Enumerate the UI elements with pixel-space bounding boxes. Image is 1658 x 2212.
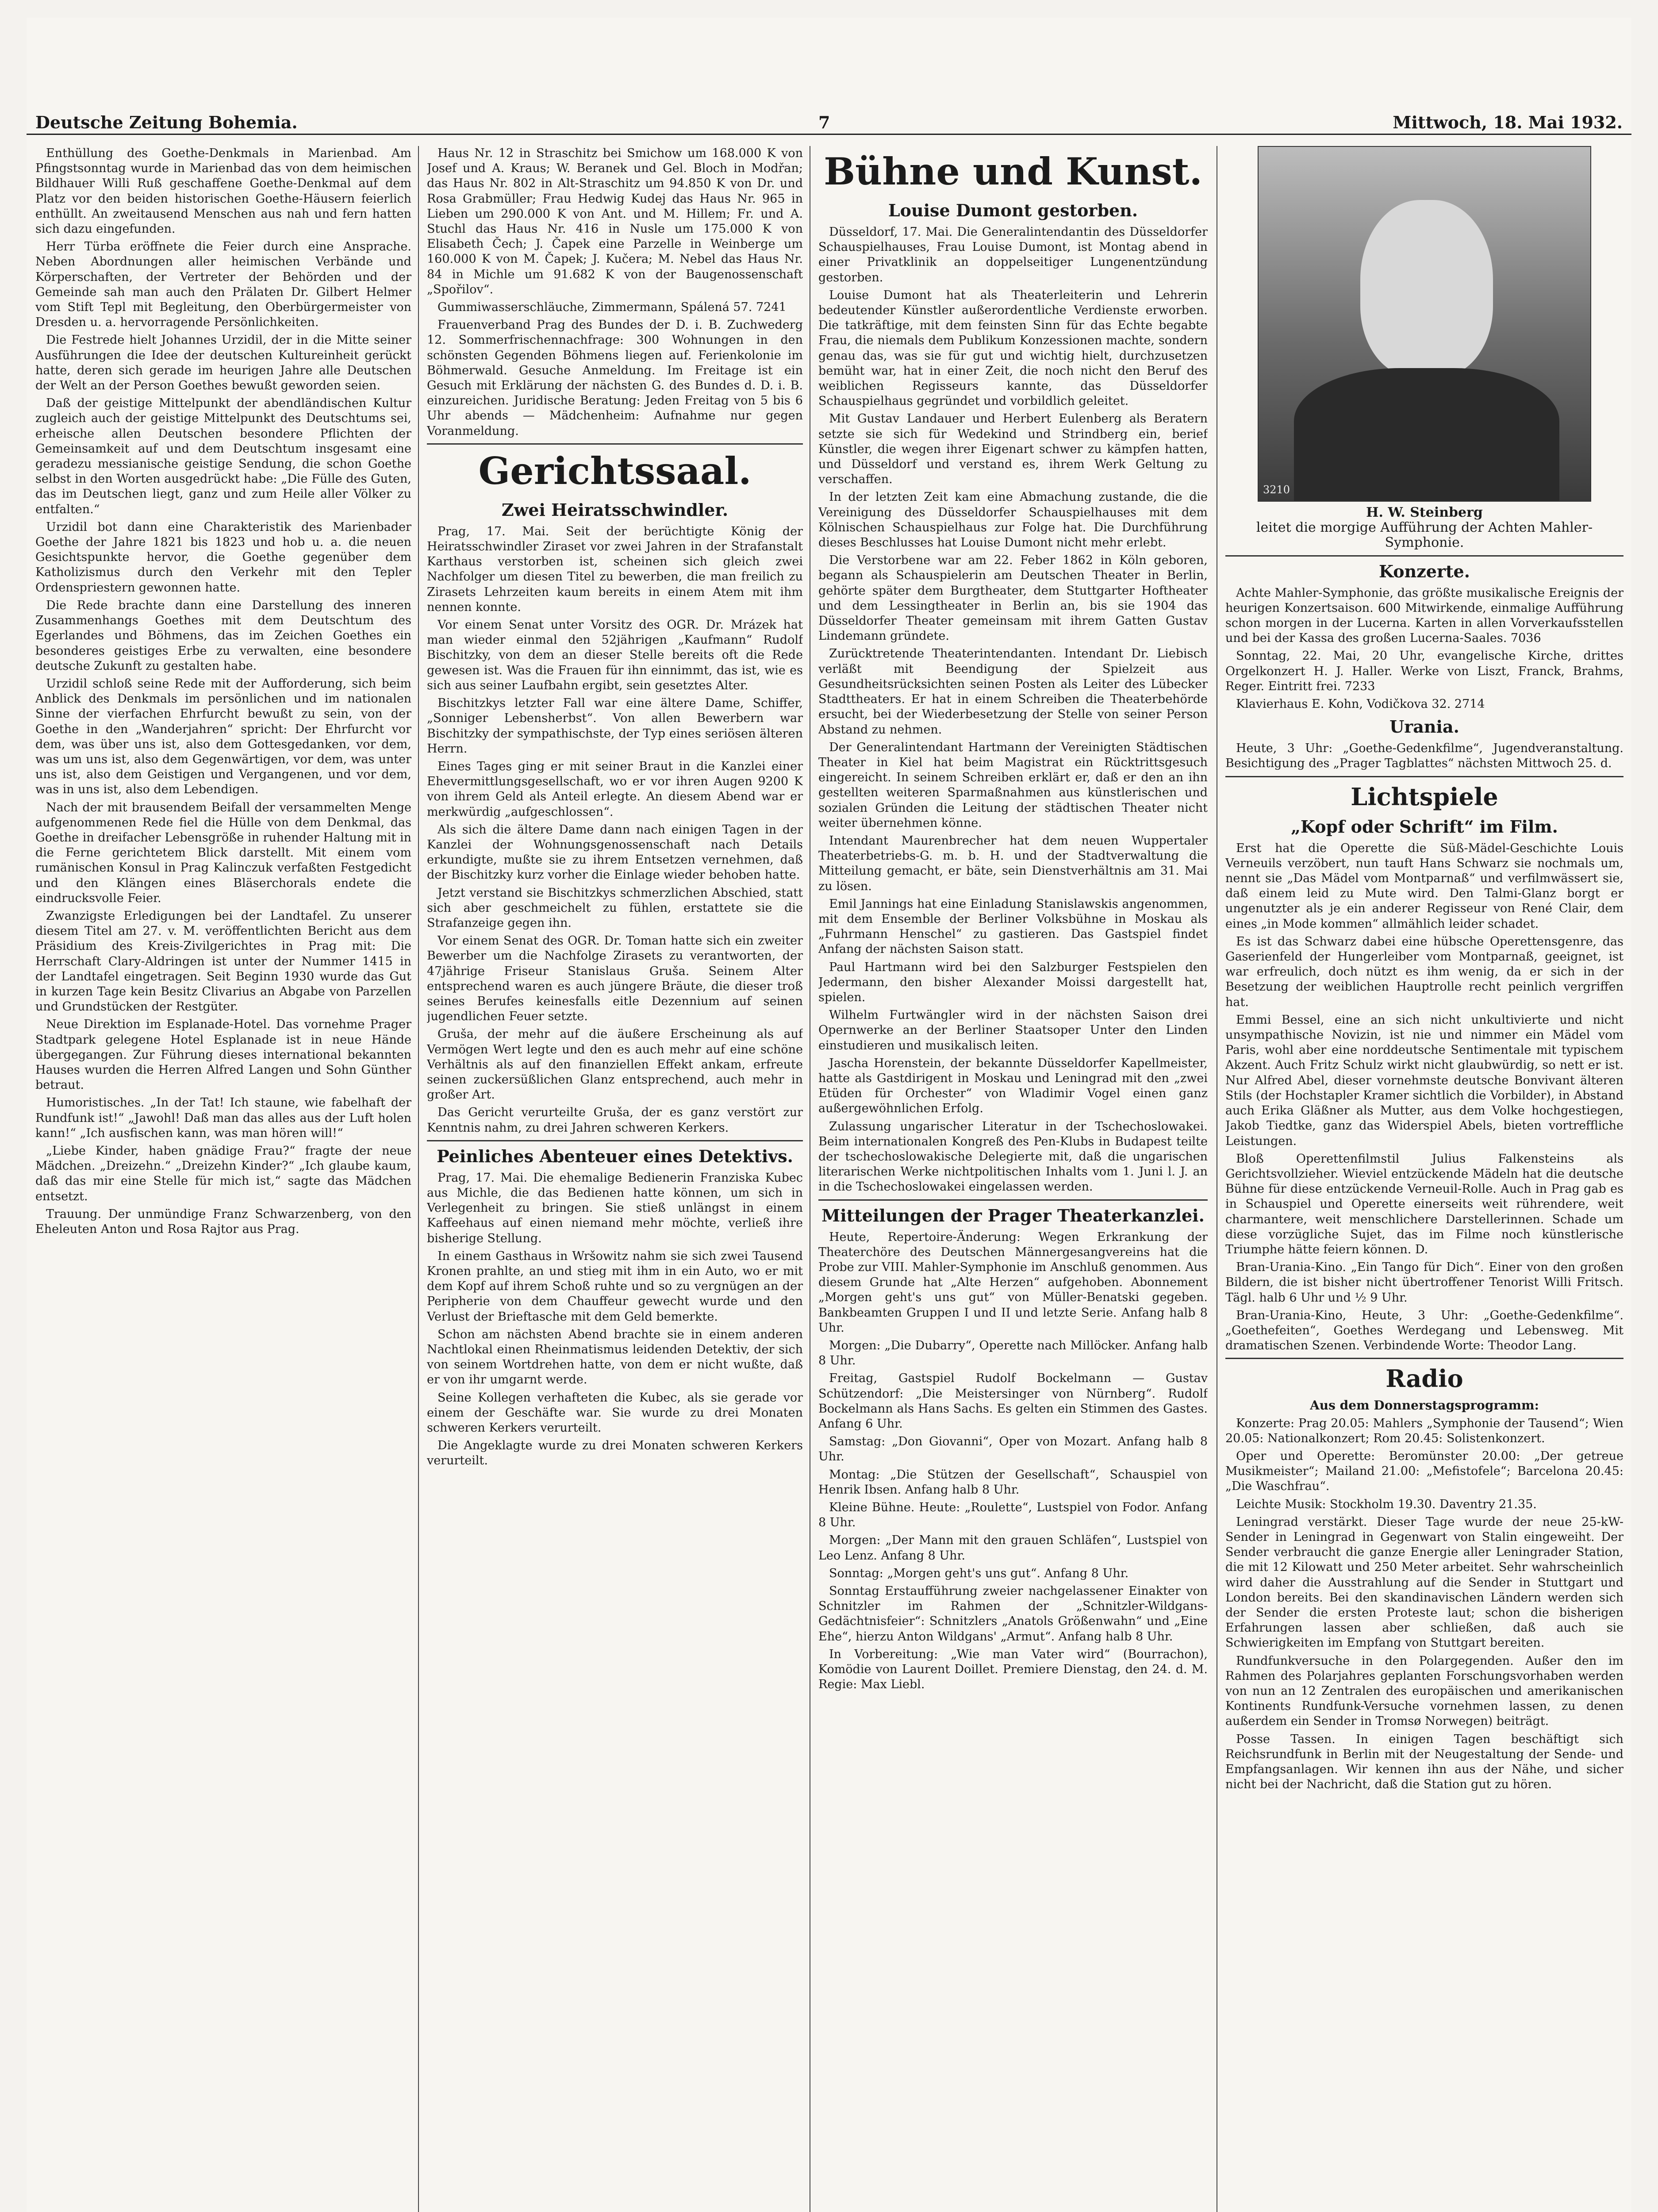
article-paragraph: Prag, 17. Mai. Die ehemalige Bedienerin Franziska Kubec aus Michle, die das Bedienen hatte können, um sich in Verlegenheit zu bringen. Sie stieß unlängst in einem Kaffeehaus auf einen niemand mehr möchte, verließ ihre bisherige Stellung. bbox=[427, 1171, 803, 1245]
article-paragraph: Herr Türba eröffnete die Feier durch eine Ansprache. Neben Abordnungen aller heimischen Verbände und Körperschaften, der Vertreter der Behörden und der Gemeinde sah man auch den Prälaten Dr. Gilbert Helmer vom Stift Tepl mit Begleitung, den Oberbürgermeister von Dresden u. a. hervorragende Persönlichkeiten. bbox=[35, 240, 411, 330]
article-paragraph: Seine Kollegen verhafteten die Kubec, als sie gerade vor einem der Geschäfte war. Sie wurde zu drei Monaten schweren Kerkers verurteilt. bbox=[427, 1390, 803, 1435]
urania-notices bbox=[1225, 741, 1623, 771]
photo-caption-name: H. W. Steinberg bbox=[1366, 505, 1483, 520]
article-paragraph: Der Generalintendant Hartmann der Vereinigten Städtischen Theater in Kiel hat beim Magistrat ein Rücktrittsgesuch eingereicht. In seinem Schreiben erklärt er, daß er den an ihn gestellten weiteren Sparmaßnahmen aus künstlerischen und sozialen Gründen die Leitung der städtischen Theater nicht weiter übernehmen könne. bbox=[818, 740, 1208, 830]
article-paragraph: Jascha Horenstein, der bekannte Düsseldorfer Kapellmeister, hatte als Gastdirigent in Moskau und Leningrad mit den „zwei Etüden für Orchester“ von Wladimir Vogel einen ganz außergewöhnlichen Erfolg. bbox=[818, 1056, 1208, 1116]
article-paragraph: Vor einem Senat unter Vorsitz des OGR. Dr. Mrázek hat man wieder einmal den 52jährigen „Kaufmann“ Rudolf Bischitzky, von dem an dieser Stelle bereits oft die Rede gewesen ist. Was die Frauen für ihn einnimmt, das ist, wie es sich aus seiner Laufbahn ergibt, sein gesetztes Alter. bbox=[427, 618, 803, 692]
header-date: Mittwoch, 18. Mai 1932. bbox=[1393, 112, 1623, 132]
article-paragraph: Samstag: „Don Giovanni“, Oper von Mozart. Anfang halb 8 Uhr. bbox=[818, 1435, 1208, 1464]
article-paragraph: Bischitzkys letzter Fall war eine ältere Dame, Schiffer, „Sonniger Lebensherbst“. Von allen Bewerbern war Bischitzky der sympathischste, der Typ eines seriösen älteren Herrn. bbox=[427, 696, 803, 756]
section-title-lichtspiele: Lichtspiele bbox=[1351, 782, 1498, 811]
article-paragraph: Prag, 17. Mai. Seit der berüchtigte König der Heiratsschwindler Ziraset vor zwei Jahren in der Strafanstalt Karthaus verstorben ist, scheinen sich gleich zwei Nachfolger um diesen Titel zu bewerben, die man freilich zu Zirasets Lehrzeiten kaum bereits in einem Atem mit ihm nennen konnte. bbox=[427, 524, 803, 614]
section-divider bbox=[1225, 776, 1623, 777]
newspaper-page bbox=[27, 18, 1631, 2212]
article-paragraph: Kleine Bühne. Heute: „Roulette“, Lustspiel von Fodor. Anfang 8 Uhr. bbox=[818, 1501, 1208, 1530]
article-title-dumont: Louise Dumont gestorben. bbox=[888, 200, 1138, 220]
concerts-notices bbox=[1225, 586, 1623, 712]
section-title-radio: Radio bbox=[1386, 1364, 1463, 1393]
column-divider bbox=[418, 146, 419, 2212]
notice-paragraph: Klavierhaus E. Kohn, Vodičkova 32. 2714 bbox=[1236, 697, 1485, 711]
column-3 bbox=[818, 146, 1208, 2212]
article-paragraph: Jetzt verstand sie Bischitzkys schmerzlichen Abschied, statt sich aber geschmeichelt zu fühlen, erstattete sie die Strafanzeige gegen ihn. bbox=[427, 886, 803, 930]
notice-paragraph: Haus Nr. 12 in Straschitz bei Smichow um 168.000 K von Josef und A. Kraus; W. Beranek und Gel. Bloch in Modřan; das Haus Nr. 802 in Alt-Straschitz um 94.850 K von Dr. und Rosa Grabmüller; Frau Hedwig Kudej das Haus Nr. 965 in Lieben um 290.000 K von Ant. und M. Hillem; Fr. und A. Stuchl das Haus Nr. 416 in Nusle um 175.000 K von Elisabeth Čech; J. Čapek eine Parzelle in Weinberge um 160.000 K von M. Čapek; J. Kučera; M. Nebel das Haus Nr. 84 in Michle um 91.682 K von der Baugenossenschaft „Spořilov“. bbox=[427, 146, 803, 296]
article-paragraph: Gruša, der mehr auf die äußere Erscheinung als auf Vermögen Wert legte und den es auch mehr auf eine schöne Verhältnis als auf den finanziellen Effekt ankam, erfreute seinen zuckersüßlichen Glanz entsprechend, auch mehr in großer Art. bbox=[427, 1027, 803, 1102]
notice-paragraph: Leningrad verstärkt. Dieser Tage wurde der neue 25-kW-Sender in Leningrad in Gegenwart von Stalin eingeweiht. Der Sender verbraucht die ganze Energie aller Leningrader Station, die mit 12 Kilowatt und 250 Meter arbeitet. Sehr wahrscheinlich wird daher die Ausstrahlung auf die Sender in Stuttgart und London bereits. Bei den skandinavischen Ländern werden sich der Sender die ersten Proteste laut; schon die bisherigen Erfahrungen lassen aber schließen, daß auch sie Schwierigkeiten im Empfang von Stuttgart bereiten. bbox=[1225, 1515, 1623, 1650]
article-paragraph: Das Gericht verurteilte Gruša, der es ganz verstört zur Kenntnis nahm, zu drei Jahren schweren Kerkers. bbox=[427, 1106, 803, 1135]
photo-number: 3210 bbox=[1263, 483, 1290, 496]
article-paragraph: Emil Jannings hat eine Einladung Stanislawskis angenommen, mit dem Ensemble der Berliner Volksbühne in Moskau als „Fuhrmann Henschel“ zu gastieren. Das Gastspiel findet Anfang der nächsten Saison statt. bbox=[818, 897, 1208, 956]
article-paragraph: In der letzten Zeit kam eine Abmachung zustande, die die Vereinigung des Düsseldorfer Schauspielhauses mit dem Kölnischen Schauspielhaus zur Folge hat. Die Durchführung dieses Beschlusses hat Louise Dumont nicht mehr erlebt. bbox=[818, 490, 1208, 550]
article-paragraph: Schon am nächsten Abend brachte sie in einem anderen Nachtlokal einen Rheinmatismus leidenden Detektiv, der sich von seinem Wortdrehen hatte, von dem er nicht wußte, daß er von ihr umgarnt werde. bbox=[427, 1327, 803, 1387]
article-paragraph: Montag: „Die Stützen der Gesellschaft“, Schauspiel von Henrik Ibsen. Anfang halb 8 Uhr. bbox=[818, 1467, 1208, 1497]
article-paragraph: „Liebe Kinder, haben gnädige Frau?“ fragte der neue Mädchen. „Dreizehn.“ „Dreizehn Kinder?“ „Ich glaube kaum, daß das mir eine Stelle für mich ist,“ sagte das Mädchen entsetzt. bbox=[35, 1144, 411, 1203]
column-2-notices bbox=[427, 146, 803, 439]
section-title-buehne-und-kunst: Bühne und Kunst. bbox=[824, 150, 1202, 193]
article-paragraph: Die Festrede hielt Johannes Urzidil, der in die Mitte seiner Ausführungen die Idee der deutschen Kultureinheit gerückt hatte, deren sich gerade im heurigen Jahre alle Deutschen der Welt an der Person Goethes bewußt geworden seien. bbox=[35, 333, 411, 393]
column-4 bbox=[1225, 146, 1623, 2212]
article-paragraph: Die Verstorbene war am 22. Feber 1862 in Köln geboren, begann als Schauspielerin am Deutschen Theater in Berlin, gehörte später dem Burgtheater, dem Stuttgarter Hoftheater und dem Lessingtheater in Berlin an, bis sie 1904 das Düsseldorfer Theater gemeinsam mit ihrem Gatten Gustav Lindemann gründete. bbox=[818, 553, 1208, 643]
article-paragraph: Erst hat die Operette die Süß-Mädel-Geschichte Louis Verneuils verzöbert, nun tauft Hans Schwarz sie nochmals um, nennt sie „Das Mädel vom Montparnaß“ und verfilmwässert sie, daß einem leid zu Mute wird. Den Talmi-Glanz borgt er ungenutzter als je ein anderer Regisseur von René Clair, dem eines „in Mode kommen“ allmählich leider schadet. bbox=[1225, 841, 1623, 931]
article-paragraph: Neue Direktion im Esplanade-Hotel. Das vornehme Prager Stadtpark gelegene Hotel Esplanade ist in neue Hände übergegangen. Zur Führung dieses international bekannten Hauses wurden die Herren Alfred Langen und Sohn Günther betraut. bbox=[35, 1018, 411, 1092]
section-divider bbox=[427, 443, 803, 445]
article-paragraph: Zwanzigste Erledigungen bei der Landtafel. Zu unserer diesem Titel am 27. v. M. veröffentlichten Bericht aus dem Präsidium des Kreis-Zivilgerichtes in Prag mit: Die Herrschaft Clary-Aldringen ist unter der Nummer 1415 in der Landtafel eingetragen. Seit Beginn 1930 wurde das Gut in kurzen Tage kein Besitz Clivarius an Abgabe von Parzellen und Grundstücken der Restgüter. bbox=[35, 909, 411, 1014]
article-title-film: „Kopf oder Schrift“ im Film. bbox=[1291, 816, 1558, 837]
article-film bbox=[1225, 841, 1623, 1354]
article-dumont bbox=[818, 225, 1208, 1195]
section-divider bbox=[1225, 1358, 1623, 1359]
article-paragraph: In Vorbereitung: „Wie man Vater wird“ (Bourrachon), Komödie von Laurent Doillet. Premiere Dienstag, den 24. d. M. Regie: Max Liebl. bbox=[818, 1647, 1208, 1692]
header-page-number: 7 bbox=[818, 112, 830, 132]
article-paragraph: Bran-Urania-Kino. „Ein Tango für Dich“. Einer von den großen Bildern, die ist bisher nicht übertroffener Tenorist Willi Fritsch. Tägl. halb 6 Uhr und ½ 9 Uhr. bbox=[1225, 1260, 1623, 1305]
article-paragraph: Paul Hartmann wird bei den Salzburger Festspielen den Jedermann, den bisher Alexander Moissi dargestellt hat, spielen. bbox=[818, 960, 1208, 1004]
article-paragraph: Freitag, Gastspiel Rudolf Bockelmann — Gustav Schützendorf: „Die Meistersinger von Nürnberg“. Rudolf Bockelmann als Hans Sachs. Es gelten ein Stimmen des Gastes. Anfang 6 Uhr. bbox=[818, 1371, 1208, 1431]
article-paragraph: Zulassung ungarischer Literatur in der Tschechoslowakei. Beim internationalen Kongreß des Pen-Klubs in Budapest teilte der tschechoslowakische Delegierte mit, daß die ungarischen literarischen Werke nichtpolitischen Inhalts vom 1. Juni l. J. an in die Tschechoslowakei eingelassen werden. bbox=[818, 1119, 1208, 1194]
article-paragraph: Enthüllung des Goethe-Denkmals in Marienbad. Am Pfingstsonntag wurde in Marienbad das von dem heimischen Bildhauer Willi Ruß geschaffene Goethe-Denkmal auf dem Platz vor den beiden historischen Goethe-Häusern feierlich enthüllt. An zweitausend Menschen aus nah und fern hatten sich dazu eingefunden. bbox=[35, 146, 411, 236]
section-title-urania: Urania. bbox=[1389, 717, 1459, 737]
section-divider bbox=[1225, 555, 1623, 557]
column-2 bbox=[427, 146, 803, 2212]
article-paragraph: Morgen: „Die Dubarry“, Operette nach Millöcker. Anfang halb 8 Uhr. bbox=[818, 1339, 1208, 1368]
notice-paragraph: Leichte Musik: Stockholm 19.30. Daventry 21.35. bbox=[1236, 1497, 1537, 1511]
column-1 bbox=[35, 146, 411, 2212]
portrait-coat bbox=[1294, 368, 1559, 501]
article-paragraph: Morgen: „Der Mann mit den grauen Schläfen“, Lustspiel von Leo Lenz. Anfang 8 Uhr. bbox=[818, 1533, 1208, 1563]
article-theaterkanzlei bbox=[818, 1230, 1208, 1693]
article-title-theaterkanzlei: Mitteilungen der Prager Theaterkanzlei. bbox=[821, 1205, 1205, 1225]
section-title-gerichtssaal: Gerichtssaal. bbox=[478, 449, 752, 493]
radio-subtitle: Aus dem Donnerstagsprogramm: bbox=[1310, 1398, 1539, 1413]
article-paragraph: Urzidil bot dann eine Charakteristik des Marienbader Goethe der Jahre 1821 bis 1823 und hob u. a. die neuen Gesichtspunkte hervor, die Goethe gegenüber dem Katholizismus durch den Verkehr mit den Tepler Ordenspriestern gewonnen hatte. bbox=[35, 520, 411, 595]
article-paragraph: Humoristisches. „In der Tat! Ich staune, wie fabelhaft der Rundfunk ist!“ „Jawohl! Daß man das alles aus der Luft holen kann!“ „Ich ausfischen kann, was man hören will!“ bbox=[35, 1096, 411, 1140]
article-heiratsschwindler bbox=[427, 524, 803, 1136]
article-paragraph: Emmi Bessel, eine an sich nicht unkultivierte und nicht unsympathische Novizin, ist nie und nimmer ein Mädel vom Paris, wohl aber eine norddeutsche Sentimentale mit typischem Akzent. Auch Fritz Schulz wirkt nicht glaubwürdig, so nett er ist. Nur Alfred Abel, dieser vornehmste deutsche Bonvivant älteren Stils (der Hochstapler Kramer sichtlich die Vorbilder), in Abstand auch Erika Gläßner als Mutter, aus dem Volke hochgestiegen, Jakob Tiedtke, ganz das Widerspiel Abels, bieten vortreffliche Leistungen. bbox=[1225, 1013, 1623, 1148]
article-divider bbox=[818, 1199, 1208, 1201]
page-header bbox=[27, 111, 1631, 135]
article-paragraph: Intendant Maurenbrecher hat dem neuen Wuppertaler Theaterbetriebs-G. m. b. H. und der Stadtverwaltung die Mitteilung gemacht, er bäte, sein Dienstverhältnis am 31. Mai zu lösen. bbox=[818, 833, 1208, 893]
section-title-konzerte: Konzerte. bbox=[1379, 561, 1470, 581]
article-paragraph: Wilhelm Furtwängler wird in der nächsten Saison drei Opernwerke an der Berliner Staatsoper Unter den Linden einstudieren und musikalisch leiten. bbox=[818, 1008, 1208, 1052]
article-paragraph: Sonntag Erstaufführung zweier nachgelassener Einakter von Schnitzler im Rahmen der „Schnitzler-Wildgans-Gedächtnisfeier“: Schnitzlers „Anatols Größenwahn“ und „Eine Ehe“, hierzu Anton Wildgans' „Armut“. Anfang halb 8 Uhr. bbox=[818, 1584, 1208, 1644]
notice-paragraph: Gummiwasserschläuche, Zimmermann, Spálená 57. 7241 bbox=[438, 300, 787, 315]
article-title-detektiv: Peinliches Abenteuer eines Detektivs. bbox=[437, 1146, 793, 1166]
article-title-heiratsschwindler: Zwei Heiratsschwindler. bbox=[501, 499, 729, 520]
notice-paragraph: Konzerte: Prag 20.05: Mahlers „Symphonie der Tausend“; Wien 20.05: Nationalkonzert; Rom 20.45: Solistenkonzert. bbox=[1225, 1416, 1623, 1445]
article-paragraph: Sonntag: „Morgen geht's uns gut“. Anfang 8 Uhr. bbox=[829, 1566, 1129, 1580]
portrait-face bbox=[1360, 200, 1493, 377]
notice-paragraph: Heute, 3 Uhr: „Goethe-Gedenkfilme“, Jugendveranstaltung. Besichtigung des „Prager Tagblattes“ nächsten Mittwoch 25. d. bbox=[1225, 741, 1623, 771]
article-divider bbox=[427, 1140, 803, 1141]
article-paragraph: Die Angeklagte wurde zu drei Monaten schweren Kerkers verurteilt. bbox=[427, 1439, 803, 1468]
article-paragraph: In einem Gasthaus in Wršowitz nahm sie sich zwei Tausend Kronen prahlte, an und stieg mit ihm in ein Auto, wo er mit dem Kopf auf ihrem Schoß ruhte und so zu vergnügen an der Peripherie von dem Chauffeur gewecht wurde und den Verlust der Brieftasche mit dem Geld bemerkte. bbox=[427, 1249, 803, 1324]
photo-caption-text: leitet die morgige Aufführung der Achten Mahler-Symphonie. bbox=[1256, 520, 1593, 551]
article-paragraph: Mit Gustav Landauer und Herbert Eulenberg als Beratern setzte sie sich für Wedekind und Strindberg ein, berief Künstler, die wegen ihrer Eigenart schwer zu kämpfen hatten, und Düsseldorf und verstand es, ihrem Werk Geltung zu verschaffen. bbox=[818, 412, 1208, 487]
article-paragraph: Bloß Operettenfilmstil Julius Falkensteins als Gerichtsvollzieher. Wieviel entzückende Mädeln hat die deutsche Bühne für diese entzückende Verneuil-Rolle. Auch in Prag gab es in Schauspiel und Operette einerseits weit rührendere, weit charmantere, weit menschlichere Darstellerinnen. Schade um diese vorzügliche Sujet, das im Filme noch künstlerische Triumphe hätte feiern können. D. bbox=[1225, 1152, 1623, 1256]
article-detektiv bbox=[427, 1171, 803, 1469]
article-paragraph: Die Rede brachte dann eine Darstellung des inneren Zusammenhangs Goethes mit dem Deutschtum des Egerlandes und Böhmens, das im Zeichen Goethes ein besonderes geistiges Erbe zu verwalten, eine besondere deutsche Zukunft zu gestalten habe. bbox=[35, 598, 411, 673]
article-paragraph: Düsseldorf, 17. Mai. Die Generalintendantin des Düsseldorfer Schauspielhauses, Frau Louise Dumont, ist Montag abend in einer Privatklinik an doppelseitiger Lungenentzündung gestorben. bbox=[818, 225, 1208, 284]
notice-paragraph: Frauenverband Prag des Bundes der D. i. B. Zuchwederg 12. Sommerfrischennachfrage: 300 Wohnungen in den schönsten Gegenden Böhmens liegen auf. Ferienkolonie im Böhmerwald. Gesuche Anmeldung. Im Freitage ist ein Gesuch mit Erklärung der nächsten G. des Bundes d. D. i. B. einzureichen. Juridische Beratung: Jeden Freitag von 5 bis 6 Uhr abends — Mädchenheim: Aufnahme nur gegen Voranmeldung. bbox=[427, 318, 803, 438]
notice-paragraph: Sonntag, 22. Mai, 20 Uhr, evangelische Kirche, drittes Orgelkonzert H. J. Haller. Werke von Liszt, Franck, Brahms, Reger. Eintritt frei. 7233 bbox=[1225, 649, 1623, 693]
notice-paragraph: Achte Mahler-Symphonie, das größte musikalische Ereignis der heurigen Konzertsaison. 600 Mitwirkende, einmalige Aufführung schon morgen in der Lucerna. Karten in allen Vorverkaufsstellen und bei der Kassa des großen Lucerna-Saales. 7036 bbox=[1225, 586, 1623, 645]
notice-paragraph: Rundfunkversuche in den Polargegenden. Außer den im Rahmen des Polarjahres geplanten Forschungsvorhaben werden von nun an 12 Zentralen des europäischen und amerikanischen Kontinents Rundfunk-Versuche vornehmen lassen, zu denen außerdem ein Sender in Tromsø Norwegen) beiträgt. bbox=[1225, 1654, 1623, 1728]
article-paragraph: Trauung. Der unmündige Franz Schwarzenberg, von den Eheleuten Anton und Rosa Rajtor aus Prag. bbox=[35, 1207, 411, 1237]
notice-paragraph: Oper und Operette: Beromünster 20.00: „Der getreue Musikmeister“; Mailand 21.00: „Mefistofele“; Barcelona 20.45: „Die Waschfrau“. bbox=[1225, 1449, 1623, 1494]
portrait-photo bbox=[1258, 146, 1591, 502]
article-paragraph: Eines Tages ging er mit seiner Braut in die Kanzlei einer Ehevermittlungsgesellschaft, wo er vor ihren Augen 9200 K von ihrem Geld als Anteil erlegte. An diesem Abend war er merkwürdig „aufgeschlossen“. bbox=[427, 759, 803, 819]
notice-paragraph: Posse Tassen. In einigen Tagen beschäftigt sich Reichsrundfunk in Berlin mit der Neugestaltung der Sende- und Empfangsanlagen. Wir kennen ihn aus der Nähe, und sicher nicht bei der Nachricht, daß die Station gut zu hören. bbox=[1225, 1732, 1623, 1792]
article-paragraph: Urzidil schloß seine Rede mit der Aufforderung, sich beim Anblick des Denkmals im persönlichen und im nationalen Sinne der vierfachen Ehrfurcht bewußt zu sein, von der Goethe in den „Wanderjahren“ spricht: Der Ehrfurcht vor dem, was über uns ist, also dem Gottesgedanken, vor dem, was um uns ist, also dem Gegenwärtigen, vor dem, was unter uns ist, also dem Geistigen und Vergangenen, und vor dem, was in uns ist, also dem Lebendigen. bbox=[35, 676, 411, 797]
article-paragraph: Daß der geistige Mittelpunkt der abendländischen Kultur zugleich auch der geistige Mittelpunkt des Deutschtums sei, erheische allen Deutschen besondere Pflichten der Gemeinsamkeit auf und dem Deutschtum insgesamt eine geradezu messianische geistige Sendung, die schon Goethe selbst in den Worten ausgedrückt habe: „Die Fülle des Guten, das im Deutschen liegt, ganz und zum Heile aller Völker zu entfalten.“ bbox=[35, 396, 411, 516]
radio-notices bbox=[1225, 1416, 1623, 1793]
header-newspaper-name: Deutsche Zeitung Bohemia. bbox=[35, 112, 298, 132]
article-paragraph: Zurücktretende Theaterintendanten. Intendant Dr. Liebisch verläßt mit Beendigung der Spielzeit aus Gesundheitsrücksichten seinen Posten als Leiter des Lübecker Stadttheaters. Er hat in einem Schreiben die Theaterbehörde ersucht, bei der Wiederbesetzung der Stelle von seiner Person Abstand zu nehmen. bbox=[818, 647, 1208, 737]
article-paragraph: Bran-Urania-Kino, Heute, 3 Uhr: „Goethe-Gedenkfilme“. „Goethefeiten“, Goethes Werdegang und Lebensweg. Mit dramatischen Szenen. Verbindende Worte: Theodor Lang. bbox=[1225, 1308, 1623, 1353]
article-paragraph: Es ist das Schwarz dabei eine hübsche Operettensgenre, das Gaserienfeld der Hungerleiber vom Montparnaß, geeignet, ist war erfreulich, doch nützt es ihm wenig, da er sich in der Besetzung der weiblichen Hauptrolle recht peinlich vergriffen hat. bbox=[1225, 934, 1623, 1009]
article-paragraph: Louise Dumont hat als Theaterleiterin und Lehrerin bedeutender Künstler außerordentliche Verdienste erworben. Die tatkräftige, mit dem feinsten Sinn für das Echte begabte Frau, die niemals dem Publikum Konzessionen machte, sondern genau das, was sie für gut und wichtig hielt, durchzusetzen bemüht war, hat in einer Zeit, die noch nicht den Beruf des weiblichen Regisseurs kannte, das Düsseldorfer Schauspielhaus gegründet und vorbildlich geleitet. bbox=[818, 288, 1208, 408]
article-paragraph: Nach der mit brausendem Beifall der versammelten Menge aufgenommenen Rede fiel die Hülle von dem Denkmal, das Goethe in dreifacher Lebensgröße in ruhender Haltung mit in die Ferne gerichtetem Blick darstellt. Mit einem vom rumänischen Konsul in Prag Kalinczuk verfaßten Festgedicht und den Klängen eines Bläserchorals endete die eindrucksvolle Feier. bbox=[35, 800, 411, 905]
article-paragraph: Heute, Repertoire-Änderung: Wegen Erkrankung der Theaterchöre des Deutschen Männergesangvereins hat die Probe zur VIII. Mahler-Symphonie im Anschluß genommen. Aus diesem Grunde hat „Alte Herzen“ aufgehoben. Abonnement „Morgen geht's uns gut“ von Müller-Benatski gegeben. Bankbeamten Gruppen I und II und letzte Serie. Anfang halb 8 Uhr. bbox=[818, 1230, 1208, 1335]
article-paragraph: Vor einem Senat des OGR. Dr. Toman hatte sich ein zweiter Bewerber um die Nachfolge Zirasets zu verantworten, der 47jährige Friseur Stanislaus Gruša. Seinem Alter entsprechend waren es auch jüngere Bräute, die dieser troß seines Berufes keinesfalls eitle Dezennium auf seinen jugendlichen Feuer setzte. bbox=[427, 934, 803, 1024]
article-paragraph: Als sich die ältere Dame dann nach einigen Tagen in der Kanzlei der Wohnungsgenossenschaft nach Details erkundigte, mußte sie zu ihrem Entsetzen vernehmen, daß der Bischitzky kurz vorher die Einlage wieder behoben hatte. bbox=[427, 822, 803, 882]
